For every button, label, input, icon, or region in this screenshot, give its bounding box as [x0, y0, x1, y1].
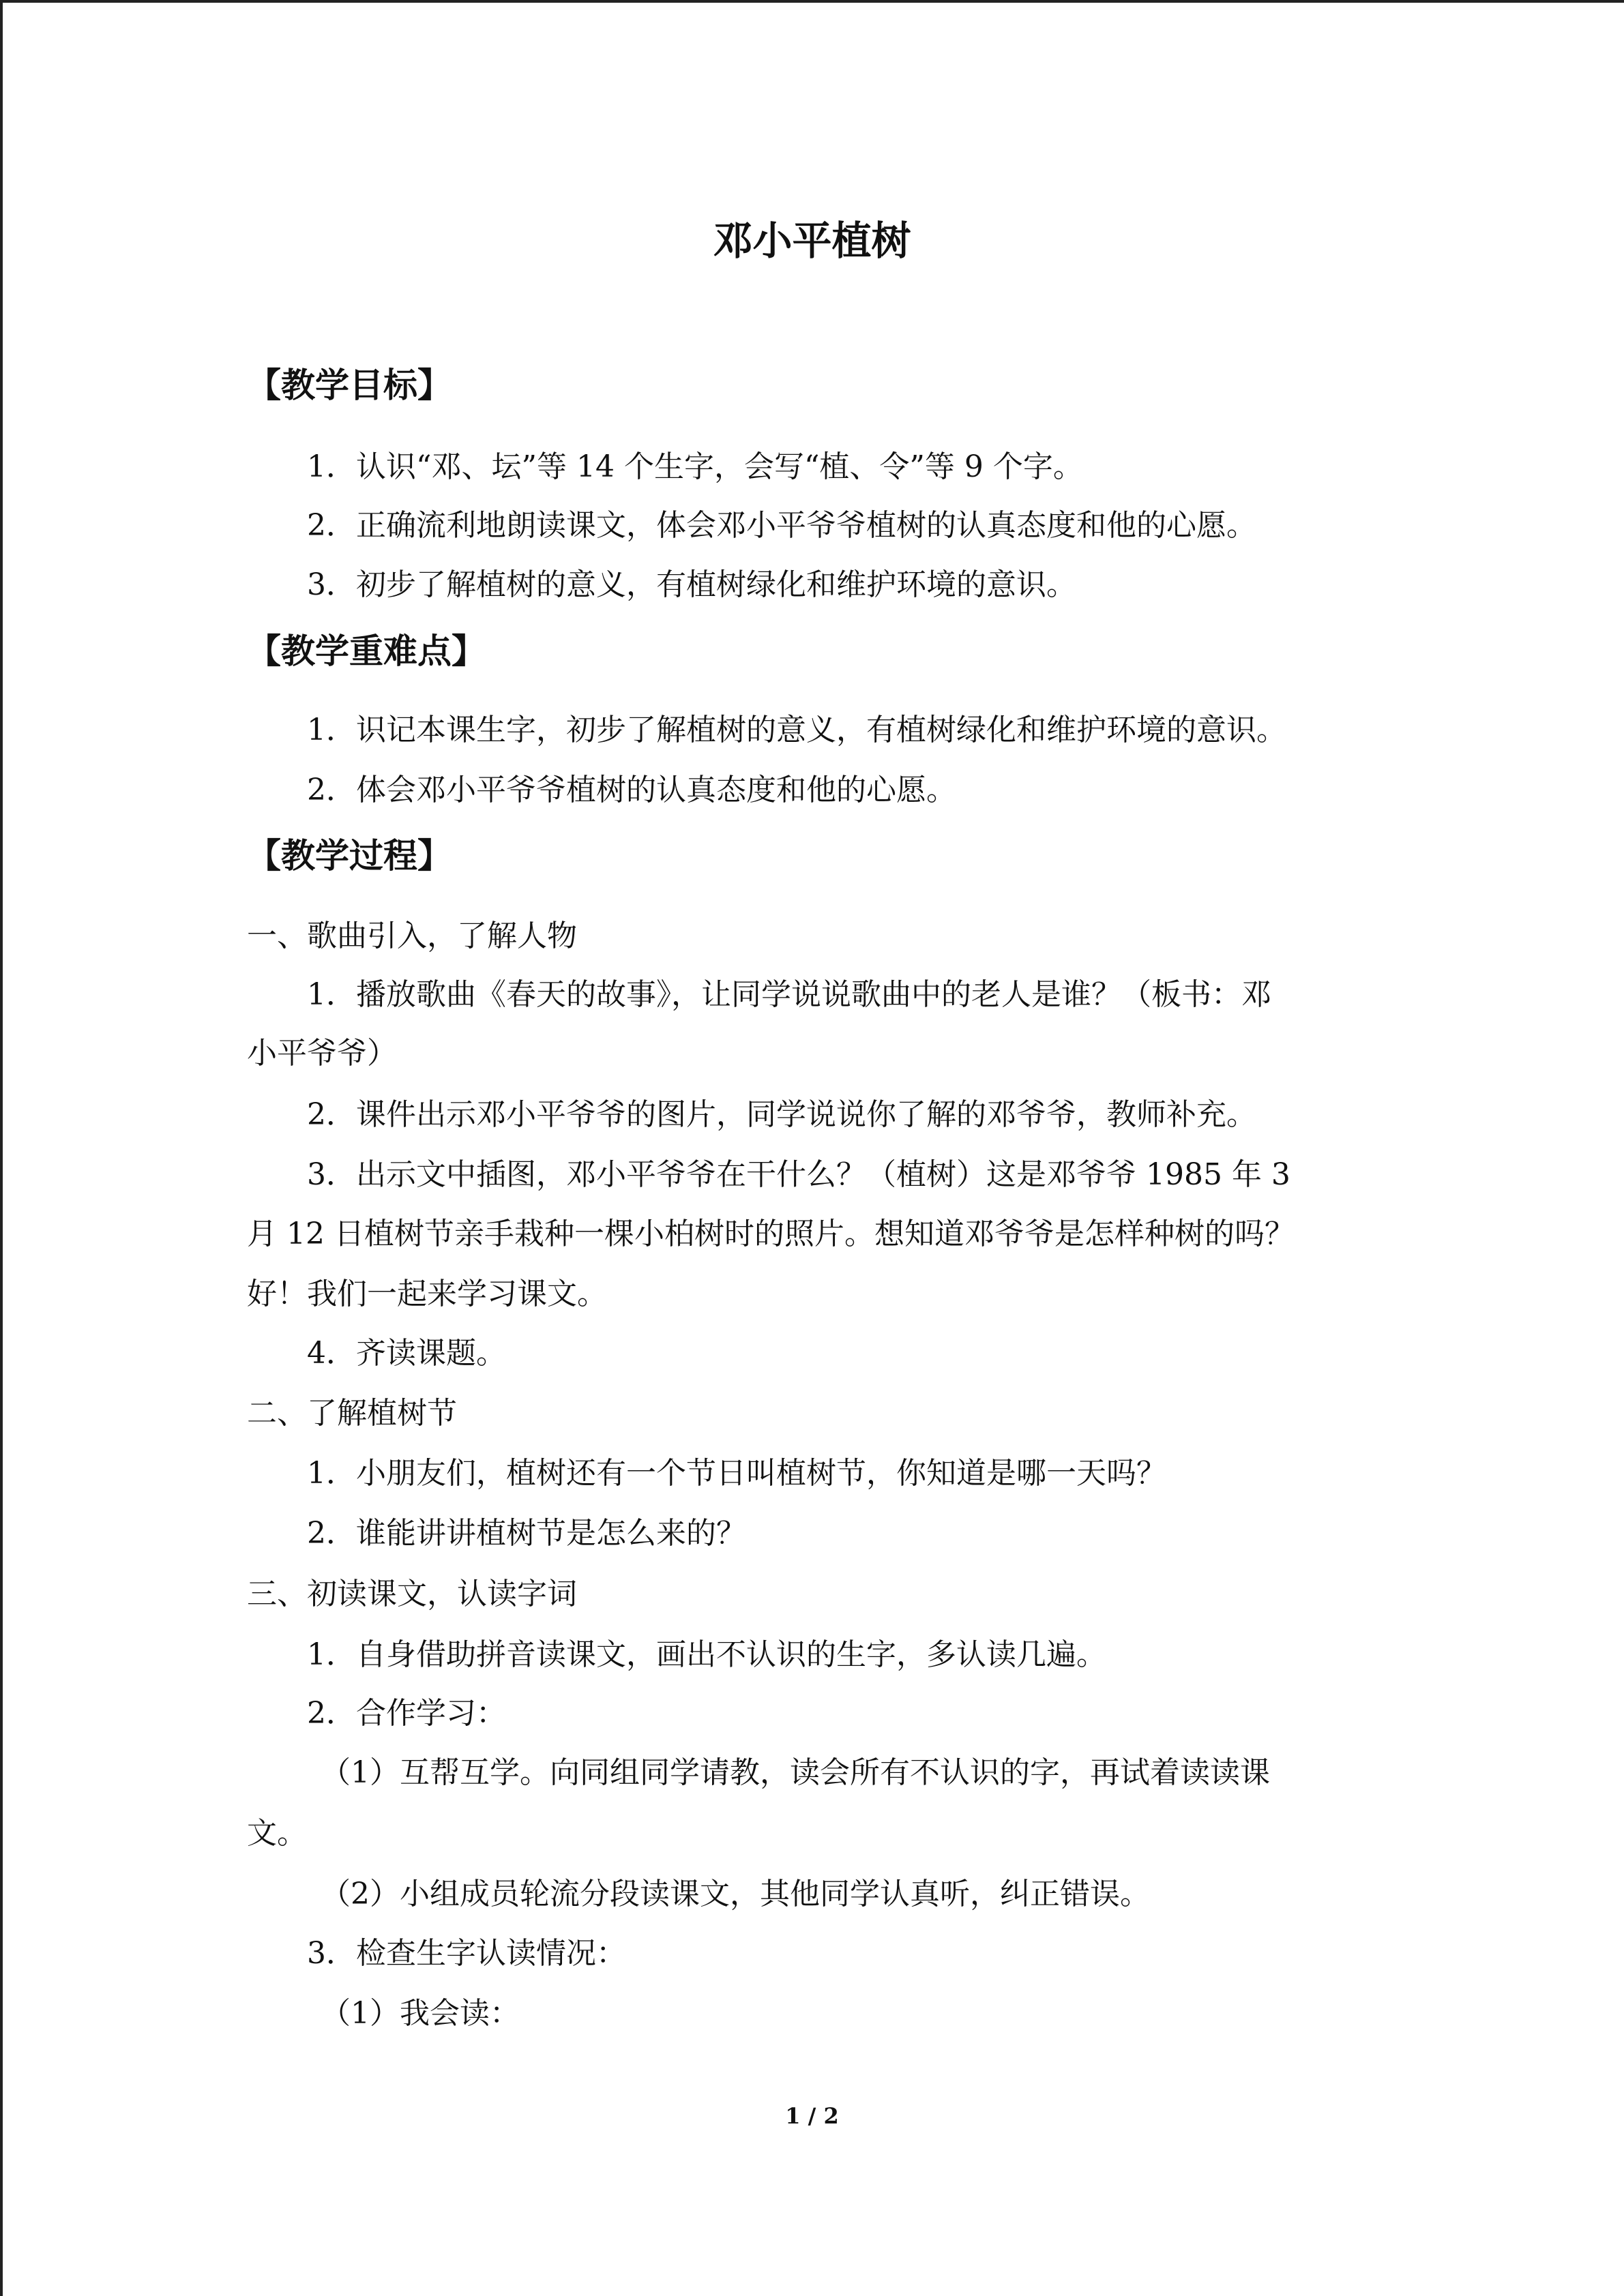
section-heading-process: 【教学过程】 — [247, 835, 452, 876]
key-point-item-1: 1．识记本课生字，初步了解植树的意义，有植树绿化和维护环境的意识。 — [307, 713, 1286, 747]
process-subheading-1: 一、歌曲引入，了解人物 — [247, 919, 577, 953]
process-line: 2．合作学习： — [307, 1696, 506, 1731]
process-line: 1．小朋友们，植树还有一个节日叫植树节，你知道是哪一天吗？ — [307, 1456, 1166, 1491]
objective-item-3: 3．初步了解植树的意义，有植树绿化和维护环境的意识。 — [307, 567, 1076, 602]
process-line: 1．播放歌曲《春天的故事》，让同学说说歌曲中的老人是谁？（板书：邓 — [307, 977, 1271, 1012]
objective-item-1: 1．认识“邓、坛”等 14 个生字，会写“植、令”等 9 个字。 — [307, 449, 1083, 484]
process-line: （2）小组成员轮流分段读课文，其他同学认真听，纠正错误。 — [321, 1877, 1150, 1911]
process-subheading-3: 三、初读课文，认读字词 — [247, 1577, 577, 1611]
process-line: （1）互帮互学。向同组同学请教，读会所有不认识的字，再试着读读课 — [321, 1755, 1270, 1790]
process-line: 月 12 日植树节亲手栽种一棵小柏树时的照片。想知道邓爷爷是怎样种树的吗？ — [247, 1217, 1295, 1251]
document-title: 邓小平植树 — [713, 218, 911, 264]
process-line: 3．检查生字认读情况： — [307, 1936, 626, 1971]
process-line: （1）我会读： — [321, 1996, 520, 2031]
key-point-item-2: 2．体会邓小平爷爷植树的认真态度和他的心愿。 — [307, 773, 956, 807]
process-line: 4．齐读课题。 — [307, 1336, 506, 1371]
process-line: 小平爷爷） — [247, 1036, 397, 1071]
process-line: 文。 — [247, 1816, 307, 1851]
process-line: 好！我们一起来学习课文。 — [247, 1277, 607, 1311]
process-line: 2．课件出示邓小平爷爷的图片，同学说说你了解的邓爷爷，教师补充。 — [307, 1097, 1256, 1132]
process-subheading-2: 二、了解植树节 — [247, 1396, 457, 1431]
section-heading-key-points: 【教学重难点】 — [247, 631, 486, 671]
page-number: 1 / 2 — [785, 2103, 839, 2129]
process-line: 2．谁能讲讲植树节是怎么来的？ — [307, 1516, 746, 1551]
process-line: 3．出示文中插图，邓小平爷爷在干什么？（植树）这是邓爷爷 1985 年 3 — [307, 1157, 1290, 1192]
process-line: 1．自身借助拼音读课文，画出不认识的生字，多认读几遍。 — [307, 1637, 1106, 1672]
section-heading-objectives: 【教学目标】 — [247, 365, 452, 405]
objective-item-2: 2．正确流利地朗读课文，体会邓小平爷爷植树的认真态度和他的心愿。 — [307, 508, 1256, 543]
